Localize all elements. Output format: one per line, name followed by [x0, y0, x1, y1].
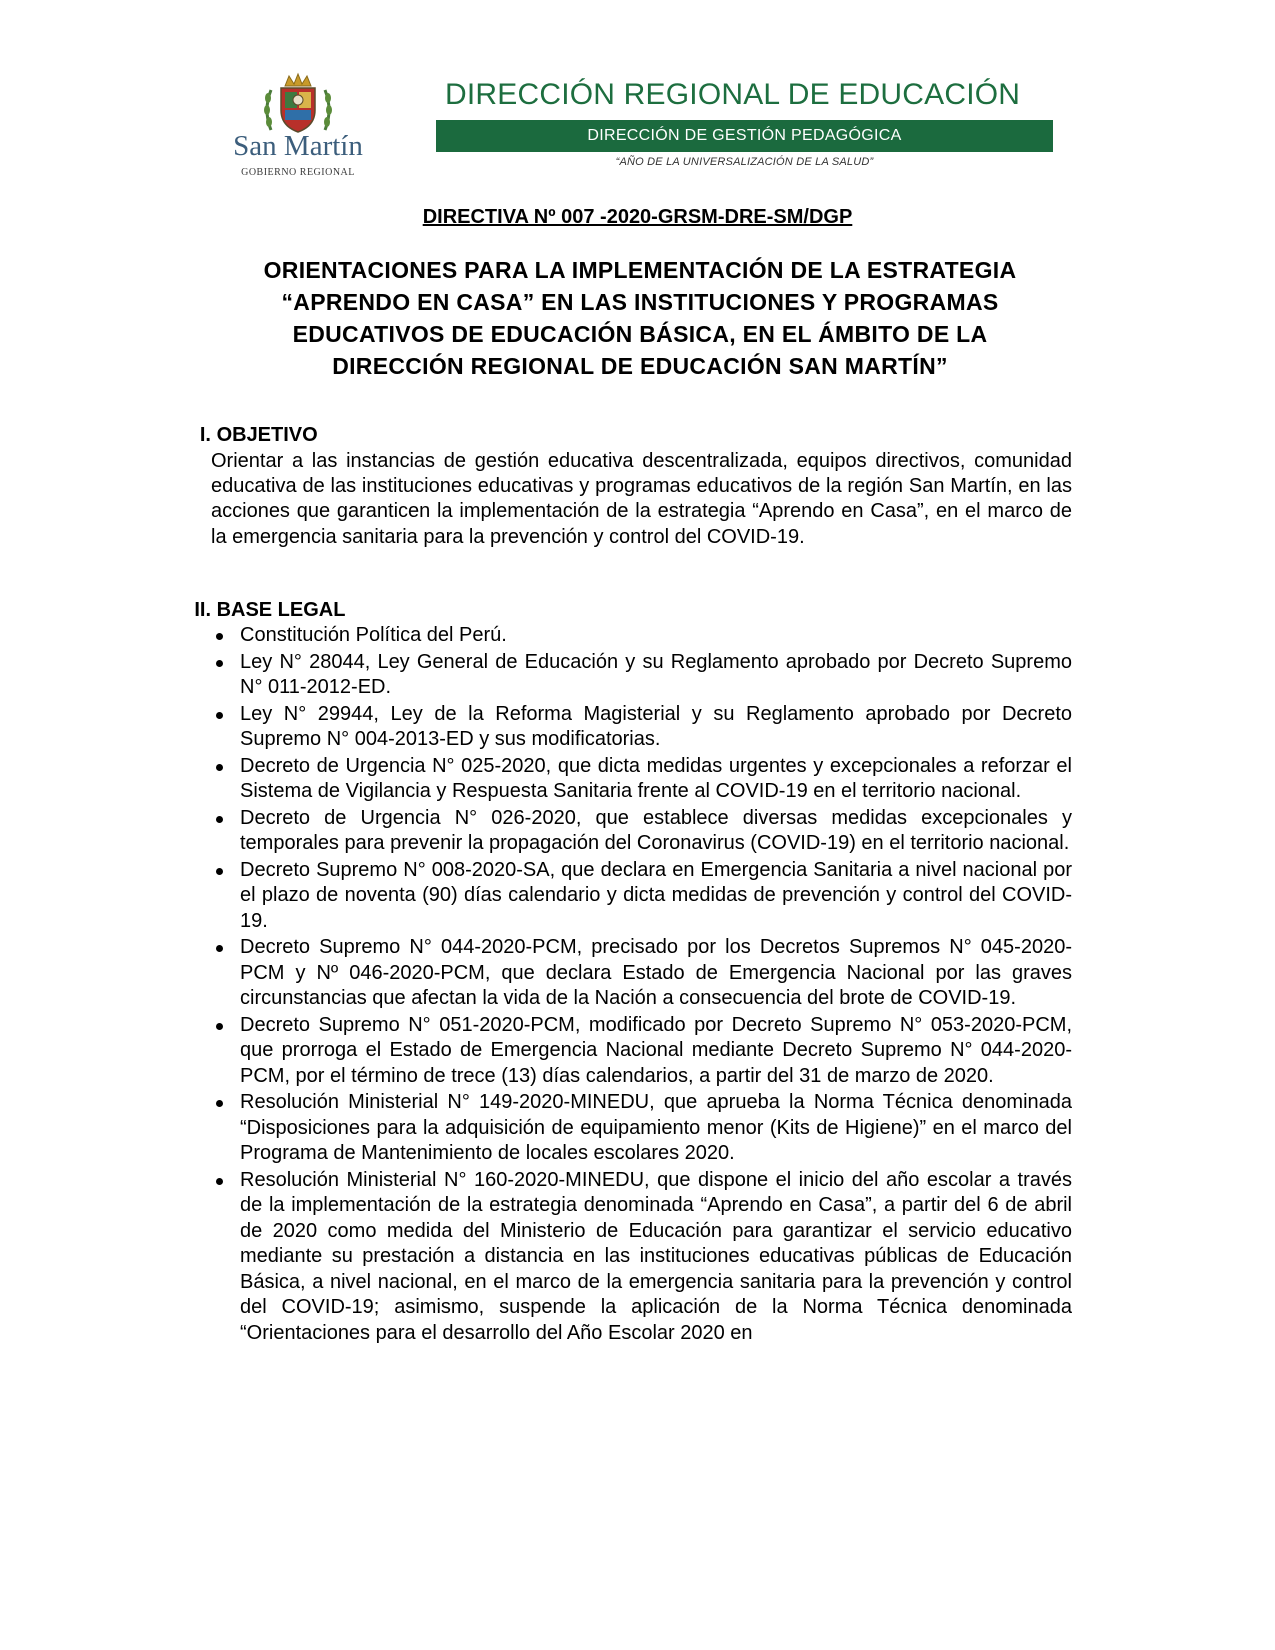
list-item-text: Decreto Supremo N° 008-2020-SA, que declara en Emergencia Sanitaria a nivel nacional por el plazo de noventa (90) días calendario y dicta medidas de prevención y control del COVID-19. [240, 858, 1072, 932]
logo-subtitle: GOBIERNO REGIONAL [241, 167, 355, 178]
bullet-icon [216, 633, 223, 640]
year-motto: “AÑO DE LA UNIVERSALIZACIÓN DE LA SALUD” [615, 156, 874, 168]
section-number: II. [194, 599, 211, 621]
directive-code: DIRECTIVA Nº 007 -2020-GRSM-DRE-SM/DGP [422, 206, 853, 228]
regional-logo [223, 72, 373, 182]
organization-title: DIRECCIÓN REGIONAL DE EDUCACIÓN [445, 78, 1021, 111]
objective-paragraph: Orientar a las instancias de gestión educativa descentralizada, equipos directivos, comunidad educativa de las instituciones educativas y programas educativos de la región San Martín, en las acciones que garanticen la implementación de la estrategia “Aprendo en Casa”, en el marco de la emergencia sanitaria para la prevención y control del COVID-19. [211, 450, 1072, 548]
list-item [211, 1168, 1072, 1347]
list-item [211, 858, 1072, 935]
list-item-text: Resolución Ministerial N° 149-2020-MINEDU, que aprueba la Norma Técnica denominada “Disposiciones para la adquisición de equipamiento menor (Kits de Higiene)” en el marco del Programa de Mantenimiento de locales escolares 2020. [240, 1091, 1072, 1164]
bullet-icon [216, 1023, 223, 1030]
list-item-text: Resolución Ministerial N° 160-2020-MINEDU, que dispone el inicio del año escolar a través de la implementación de la estrategia denominada “Aprendo en Casa”, a partir del 6 de abril de 2020 como medida del Ministerio de Educación para garantizar el servicio educativo mediante su prestación a distancia en las instituciones educativas públicas de Educación Básica, a nivel nacional, en el marco de la emergencia sanitaria para la prevención y control del COVID-19; asimismo, suspende la aplicación de la Norma Técnica denominada “Orientaciones para el desarrollo del Año Escolar 2020 en [240, 1168, 1072, 1344]
section-title: OBJETIVO [216, 424, 318, 446]
list-item-text: Decreto Supremo N° 051-2020-PCM, modificado por Decreto Supremo N° 053-2020-PCM, que prorroga el Estado de Emergencia Nacional mediante Decreto Supremo N° 044-2020-PCM, por el término de trece (13) días calendarios, a partir del 31 de marzo de 2020. [240, 1013, 1072, 1087]
title-line: DIRECCIÓN REGIONAL DE EDUCACIÓN SAN MARTÍN” [332, 353, 948, 379]
bullet-icon [216, 945, 223, 952]
title-line: ORIENTACIONES PARA LA IMPLEMENTACIÓN DE LA ESTRATEGIA [263, 257, 1017, 283]
title-line: EDUCATIVOS DE EDUCACIÓN BÁSICA, EN EL ÁMBITO DE LA [292, 321, 988, 347]
bullet-icon [216, 1100, 223, 1107]
logo-name: San Martín [233, 130, 363, 162]
regional-crest-icon [261, 72, 335, 134]
list-item [211, 650, 1072, 701]
list-item [211, 702, 1072, 753]
title-line: “APRENDO EN CASA” EN LAS INSTITUCIONES Y PROGRAMAS [281, 289, 999, 315]
list-item [211, 935, 1072, 1012]
bullet-icon [216, 816, 223, 823]
section-objective-heading [177, 424, 318, 447]
document-title [200, 254, 1080, 382]
letterhead [183, 62, 1103, 184]
list-item-text: Ley N° 29944, Ley de la Reforma Magisterial y su Reglamento aprobado por Decreto Supremo N° 004-2013-ED y sus modificatorias. [240, 702, 1072, 750]
section-title: BASE LEGAL [216, 599, 346, 621]
list-item [211, 806, 1072, 857]
list-item-text: Decreto de Urgencia N° 025-2020, que dicta medidas urgentes y excepcionales a reforzar el Sistema de Vigilancia y Respuesta Sanitaria frente al COVID-19 en el territorio nacional. [240, 754, 1072, 802]
list-item-text: Decreto Supremo N° 044-2020-PCM, precisado por los Decretos Supremos N° 045-2020-PCM y Nº 046-2020-PCM, que declara Estado de Emergencia Nacional por las graves circunstancias que afectan la vida de la Nación a consecuencia del brote de COVID-19. [240, 936, 1072, 1009]
list-item-text: Constitución Política del Perú. [240, 624, 507, 646]
bullet-icon [216, 764, 223, 771]
bullet-icon [216, 868, 223, 875]
section-number: I. [199, 424, 211, 446]
list-item [211, 1013, 1072, 1090]
list-item-text: Ley N° 28044, Ley General de Educación y su Reglamento aprobado por Decreto Supremo N° 011-2012-ED. [240, 650, 1072, 698]
list-item [211, 623, 1072, 649]
bullet-icon [216, 1178, 223, 1185]
bullet-icon [216, 712, 223, 719]
list-item [211, 754, 1072, 805]
legal-base-list [211, 623, 1072, 1347]
bullet-icon [216, 660, 223, 667]
section-legal-base-heading [177, 599, 345, 622]
list-item-text: Decreto de Urgencia N° 026-2020, que establece diversas medidas excepcionales y temporales para prevenir la propagación del Coronavirus (COVID-19) en el territorio nacional. [240, 806, 1072, 854]
list-item [211, 1090, 1072, 1167]
department-band: DIRECCIÓN DE GESTIÓN PEDAGÓGICA [436, 120, 1053, 152]
